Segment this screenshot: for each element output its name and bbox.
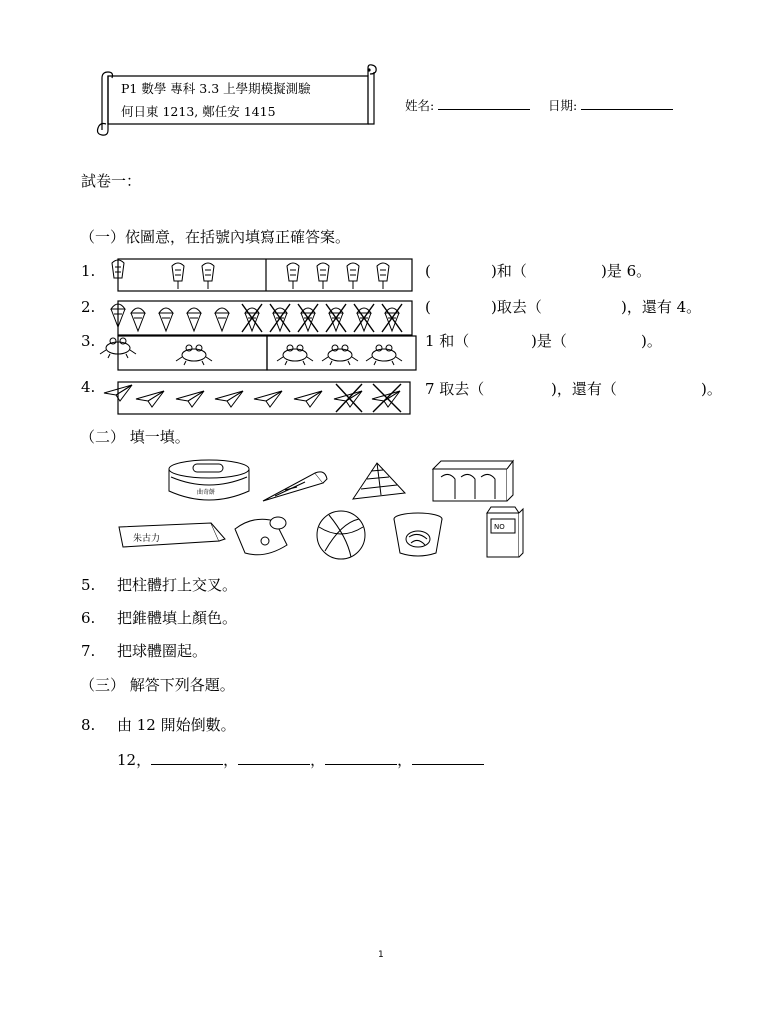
paper-plane-icon — [215, 391, 243, 407]
frog-icon — [277, 345, 313, 365]
noodle-cup-icon — [394, 513, 442, 556]
q8-answer-blank-2[interactable] — [238, 750, 310, 765]
paper-plane-icon — [294, 391, 322, 407]
paper-title: 試卷一： — [81, 172, 142, 190]
popsicle-icon — [287, 263, 299, 289]
q4-text-end: )。 — [701, 380, 722, 398]
q3-text-mid: )是（ — [531, 332, 567, 350]
pyramid-icon — [353, 463, 405, 499]
tin-label: 曲奇餅 — [197, 489, 216, 496]
date-field[interactable] — [548, 95, 673, 114]
q2-text-mid: )取去（ — [491, 298, 542, 316]
popsicle-icon — [172, 263, 184, 289]
ball-icon — [317, 511, 365, 559]
frog-icon — [176, 345, 212, 365]
section1-heading: （一）依圖意，在括號內填寫正確答案。 — [80, 228, 351, 246]
q1-text-mid: )和（ — [491, 262, 527, 280]
cone-icon — [263, 472, 327, 501]
popsicle-icon — [202, 263, 214, 289]
frog-icon — [322, 345, 358, 365]
bread-box-icon — [433, 461, 513, 501]
q8-start-number: 12， — [117, 751, 152, 769]
q5-text: 把柱體打上交叉。 — [117, 576, 238, 594]
q6-text: 把錐體填上顏色。 — [117, 609, 238, 627]
q2-number: 2. — [81, 298, 96, 316]
name-label: 姓名: — [405, 98, 435, 113]
popsicle-icon — [377, 263, 389, 289]
q5-number: 5. — [81, 576, 96, 594]
q7-number: 7. — [81, 642, 96, 660]
section3-heading: （三） 解答下列各題。 — [80, 676, 235, 694]
ice-cream-icon — [215, 308, 229, 331]
popsicle-icon — [317, 263, 329, 289]
q3-text-start: 1 和（ — [425, 332, 470, 350]
paper-plane-icon — [176, 391, 204, 407]
carton-label: NO — [494, 523, 505, 531]
q4-text-start: 7 取去（ — [425, 380, 485, 398]
q1-text-end: )是 6。 — [601, 262, 652, 280]
q7-text: 把球體圈起。 — [117, 642, 208, 660]
q1-popsicle-picture — [118, 258, 414, 292]
q8-number: 8. — [81, 716, 96, 734]
q3-frog-picture — [118, 336, 418, 372]
section2-heading: （二） 填一填。 — [80, 428, 190, 446]
q1-number: 1. — [81, 262, 96, 280]
q2-blank-1[interactable]: ( — [425, 298, 431, 316]
q8-text: 由 12 開始倒數。 — [117, 716, 236, 734]
q4-paper-plane-picture — [118, 381, 414, 417]
q1-blank-1[interactable]: ( — [425, 262, 431, 280]
paper-cup-icon — [235, 517, 287, 555]
q8-countdown-line: 12， ， ， ， — [117, 750, 484, 769]
date-label: 日期: — [548, 98, 578, 113]
q4-number: 4. — [81, 378, 96, 396]
popsicle-icon — [347, 263, 359, 289]
q8-answer-blank-4[interactable] — [412, 750, 484, 765]
q8-answer-blank-1[interactable] — [151, 750, 223, 765]
q8-answer-blank-3[interactable] — [325, 750, 397, 765]
q2-text-end: )，還有 4。 — [621, 298, 702, 316]
shapes-picture — [115, 457, 535, 567]
header-title: P1 數學 專科 3.3 上學期模擬測驗 — [121, 81, 311, 96]
ice-cream-icon — [159, 308, 173, 331]
name-field[interactable] — [405, 95, 530, 114]
ice-cream-icon — [187, 308, 201, 331]
q3-text-end: )。 — [641, 332, 662, 350]
q3-number: 3. — [81, 332, 96, 350]
header-scroll-frame — [96, 64, 386, 136]
ice-cream-icon — [131, 308, 145, 331]
page-number: 1 — [378, 950, 384, 960]
q6-number: 6. — [81, 609, 96, 627]
frog-icon — [366, 345, 402, 365]
milk-carton-icon — [487, 507, 523, 557]
header-authors: 何日東 1213, 鄭任安 1415 — [121, 104, 276, 119]
q2-icecream-picture — [118, 301, 414, 337]
chocolate-label: 朱古力 — [133, 534, 161, 544]
paper-plane-icon — [254, 391, 282, 407]
q4-text-mid: )，還有（ — [551, 380, 617, 398]
paper-plane-icon — [136, 391, 164, 407]
